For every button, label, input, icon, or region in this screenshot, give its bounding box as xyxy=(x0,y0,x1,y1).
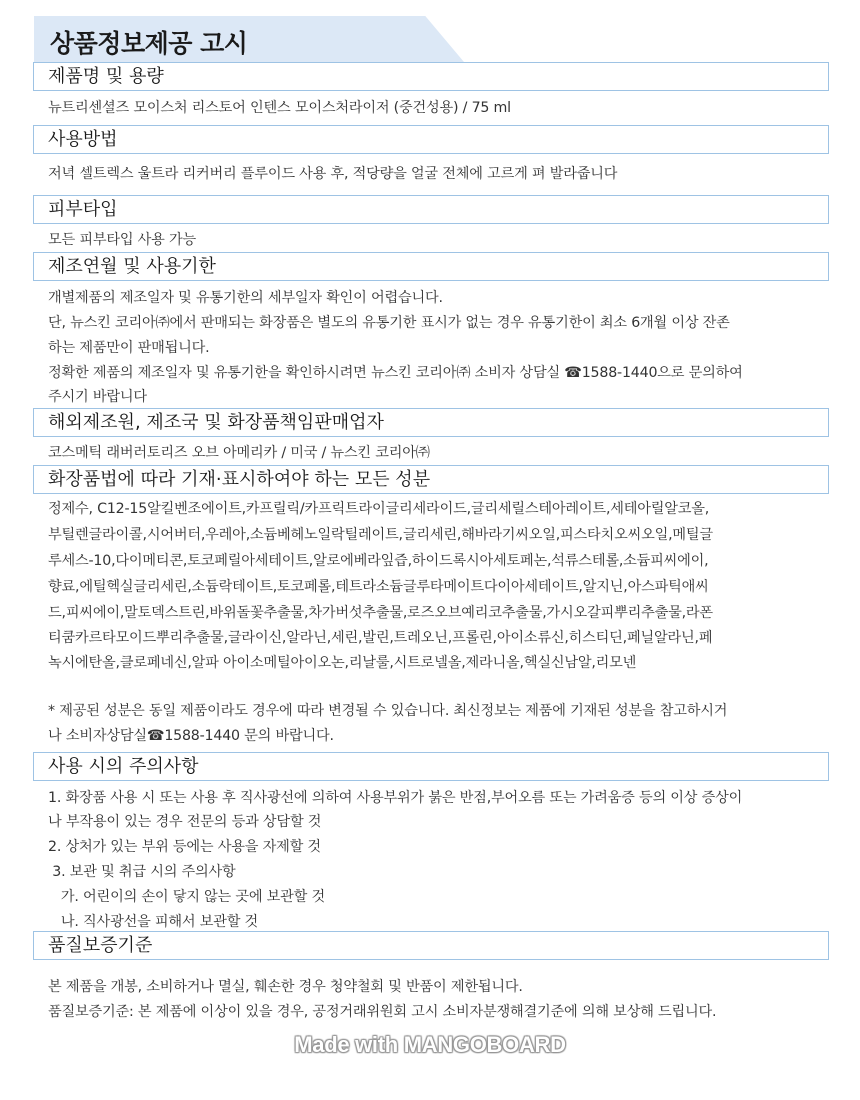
quality-line: 본 제품을 개봉, 소비하거나 멸실, 훼손한 경우 청약철회 및 반품이 제한됩니다. xyxy=(48,979,523,995)
section-text: 주시기 바랍니다 xyxy=(48,389,147,405)
page-title: 상품정보제공 고시 xyxy=(50,29,248,58)
section-heading-usage: 사용방법 xyxy=(33,125,829,154)
quality-line: 품질보증기준: 본 제품에 이상이 있을 경우, 공정거래위원회 고시 소비자분쟁해결기준에 의해 보상해 드립니다. xyxy=(48,1004,717,1020)
precaution-line: 1. 화장품 사용 시 또는 사용 후 직사광선에 의하여 사용부위가 붉은 반점,부어오름 또는 가려움증 등의 이상 증상이 xyxy=(48,790,743,806)
section-heading-precautions: 사용 시의 주의사항 xyxy=(33,752,829,781)
section-text: 단, 뉴스킨 코리아㈜에서 판매되는 화장품은 별도의 유통기한 표시가 없는 경우 유통기한이 최소 6개월 이상 잔존 xyxy=(48,315,730,331)
section-heading-ingredients: 화장품법에 따라 기재·표시하여야 하는 모든 성분 xyxy=(33,465,829,494)
ingredients-line: 향료,에틸헥실글리세린,소듐락테이트,토코페롤,테트라소듐글루타메이트다이아세테이트,알지닌,아스파틱애씨 xyxy=(48,579,709,595)
title-banner xyxy=(34,16,464,62)
section-text: 저녁 셀트렉스 울트라 리커버리 플루이드 사용 후, 적당량을 얼굴 전체에 고르게 펴 발라줍니다 xyxy=(48,166,618,182)
precaution-line: 나. 직사광선을 피해서 보관할 것 xyxy=(48,914,259,930)
watermark: Made with MANGOBOARD xyxy=(294,1032,566,1057)
section-heading-quality: 품질보증기준 xyxy=(33,931,829,960)
ingredients-line: 부틸렌글라이콜,시어버터,우레아,소듐베헤노일락틸레이트,글리세린,해바라기씨오일,피스타치오씨오일,메틸글 xyxy=(48,527,713,543)
ingredients-line: 정제수, C12-15알킬벤조에이트,카프릴릭/카프릭트라이글리세라이드,글리세릴스테아레이트,세테아릴알코올, xyxy=(48,501,710,517)
ingredients-line: 루세스-10,다이메티콘,토코페릴아세테이트,알로에베라잎즙,하이드록시아세토페논,석류스테롤,소듐피씨에이, xyxy=(48,553,709,569)
ingredients-line: 녹시에탄올,클로페네신,알파 아이소메틸아이오논,리날룰,시트로넬올,제라니올,헥실신남알,리모넨 xyxy=(48,655,637,671)
section-text: 정확한 제품의 제조일자 및 유통기한을 확인하시려면 뉴스킨 코리아㈜ 소비자 상담실 ☎1588-1440으로 문의하여 xyxy=(48,365,743,381)
precaution-line: 3. 보관 및 취급 시의 주의사항 xyxy=(48,864,236,880)
section-heading-manufacturer: 해외제조원, 제조국 및 화장품책임판매업자 xyxy=(33,408,829,437)
section-text: 뉴트리센셜즈 모이스처 리스토어 인텐스 모이스처라이저 (중건성용) / 75 ml xyxy=(48,100,511,116)
precaution-line: 나 부작용이 있는 경우 전문의 등과 상담할 것 xyxy=(48,814,322,830)
section-text: 코스메틱 래버러토리즈 오브 아메리카 / 미국 / 뉴스킨 코리아㈜ xyxy=(48,445,430,461)
ingredients-note: 나 소비자상담실☎1588-1440 문의 바랍니다. xyxy=(48,728,334,744)
precaution-line: 2. 상처가 있는 부위 등에는 사용을 자제할 것 xyxy=(48,839,321,855)
precaution-line: 가. 어린이의 손이 닿지 않는 곳에 보관할 것 xyxy=(48,889,325,905)
section-heading-manufacture-date: 제조연월 및 사용기한 xyxy=(33,252,829,281)
ingredients-line: 드,피씨에이,말토덱스트린,바위돌꽃추출물,차가버섯추출물,로즈오브예리코추출물,가시오갈피뿌리추출물,라폰 xyxy=(48,605,713,621)
section-text: 개별제품의 제조일자 및 유통기한의 세부일자 확인이 어렵습니다. xyxy=(48,290,443,306)
section-text: 하는 제품만이 판매됩니다. xyxy=(48,340,210,356)
section-heading-product-name: 제품명 및 용량 xyxy=(33,62,829,91)
section-heading-skin-type: 피부타입 xyxy=(33,195,829,224)
section-text: 모든 피부타입 사용 가능 xyxy=(48,232,196,248)
ingredients-note: * 제공된 성분은 동일 제품이라도 경우에 따라 변경될 수 있습니다. 최신정보는 제품에 기재된 성분을 참고하시거 xyxy=(48,703,728,719)
ingredients-line: 티쿰카르타모이드뿌리추출물,글라이신,알라닌,세린,발린,트레오닌,프롤린,아이소류신,히스티딘,페닐알라닌,페 xyxy=(48,630,713,646)
